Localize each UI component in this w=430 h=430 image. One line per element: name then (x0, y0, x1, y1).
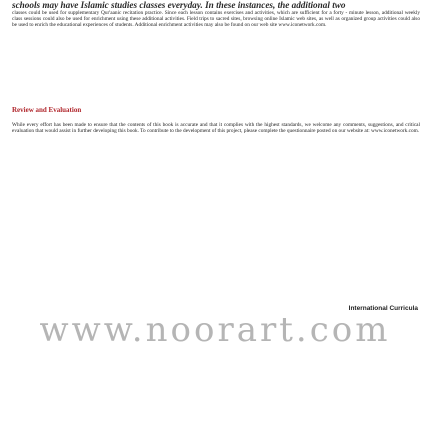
intro-lead-line: schools may have Islamic studies classes everyday. In these instances, the additional two (12, 0, 346, 10)
review-paragraph: While every effort has been made to ensure that the contents of this book is accurate and that it complies with the highest standards, we welcome any comments, suggestions, and critical evaluation that would assist in further developing this book. To contribute to the development of this project, please complete the questionnaire posted on our website at: www.iconetwork.com. (12, 122, 420, 135)
review-section-title: Review and Evaluation (12, 106, 82, 114)
intro-paragraph (12, 0, 420, 29)
intro-body-text: classes could be used for supplementary Qur'aanic recitation practice. Since each lesson contains exercises and activities, which are sufficient for a forty - minute lesson, additional weekly class sessions could also be used for enrichment using these additional activities. Field trips to sacred sites, browsing online Islamic web sites, as well as organized group activities could also be used to enrich the educational experiences of students. Additional enrichment activities may also be found on our web site www.iconetwork.com. (12, 10, 420, 29)
footer-label: International Curricula (348, 305, 418, 312)
watermark: www.noorart.com (39, 310, 391, 350)
